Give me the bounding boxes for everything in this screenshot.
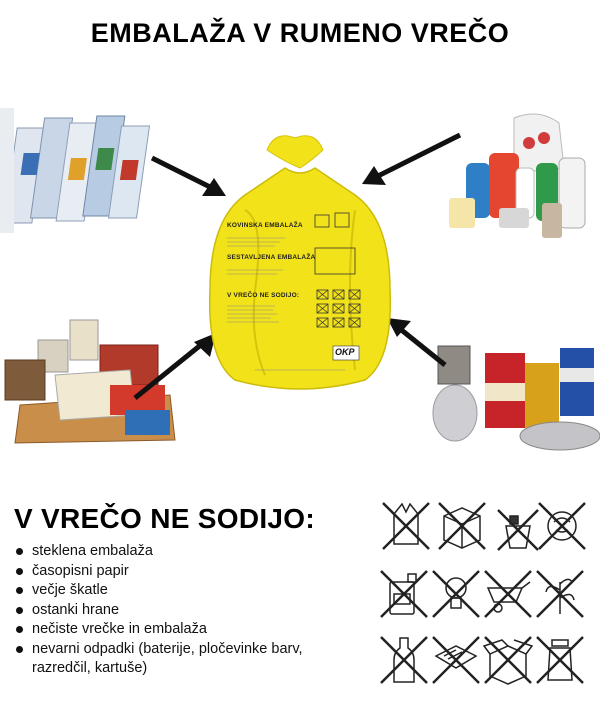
crossed-canister-icon <box>378 568 430 620</box>
crossed-food-waste-icon <box>536 500 588 552</box>
list-item: ostanki hrane <box>16 601 332 621</box>
crossed-open-box-icon <box>482 634 534 686</box>
bag-section-excluded: V VREČO NE SODIJO: <box>227 292 300 299</box>
page-title: EMBALAŽA V RUMENO VREČO <box>90 18 510 48</box>
bag-section-composite: SESTAVLJENA EMBALAŽA <box>227 254 316 261</box>
crossed-plastic-bag-icon <box>380 500 432 552</box>
bag-logo: OKP <box>335 347 355 357</box>
bullet-icon <box>16 607 23 614</box>
crossed-wheelbarrow-icon <box>482 568 534 620</box>
crossed-plant-icon <box>534 568 586 620</box>
plastic-bottles-image <box>444 108 594 248</box>
cans-and-foil-image <box>430 338 600 456</box>
bullet-icon <box>16 646 23 653</box>
bullet-icon <box>16 626 23 633</box>
list-item: steklena embalaža <box>16 542 332 562</box>
bullet-icon <box>16 548 23 555</box>
list-item: večje škatle <box>16 581 332 601</box>
crossed-bottle-icon <box>378 634 430 686</box>
crossed-jar-icon <box>534 634 586 686</box>
bullet-icon <box>16 587 23 594</box>
bag-section-metal: KOVINSKA EMBALAŽA <box>227 222 303 229</box>
crossed-box-icon <box>436 500 488 552</box>
exclusions-heading: V VREČO NE SODIJO: <box>14 503 316 534</box>
crossed-newspaper-icon <box>430 634 482 686</box>
exclusions-list <box>16 542 332 679</box>
crossed-lightbulb-icon <box>430 568 482 620</box>
bullet-icon <box>16 568 23 575</box>
list-item: časopisni papir <box>16 562 332 582</box>
excluded-items-icon-grid <box>378 500 588 690</box>
beverage-cartons-image <box>0 108 158 233</box>
list-item: nevarni odpadki (baterije, pločevinke barv, razredčil, kartuše) <box>16 640 332 679</box>
yellow-recycling-bag <box>205 130 395 390</box>
list-item: nečiste vrečke in embalaža <box>16 620 332 640</box>
